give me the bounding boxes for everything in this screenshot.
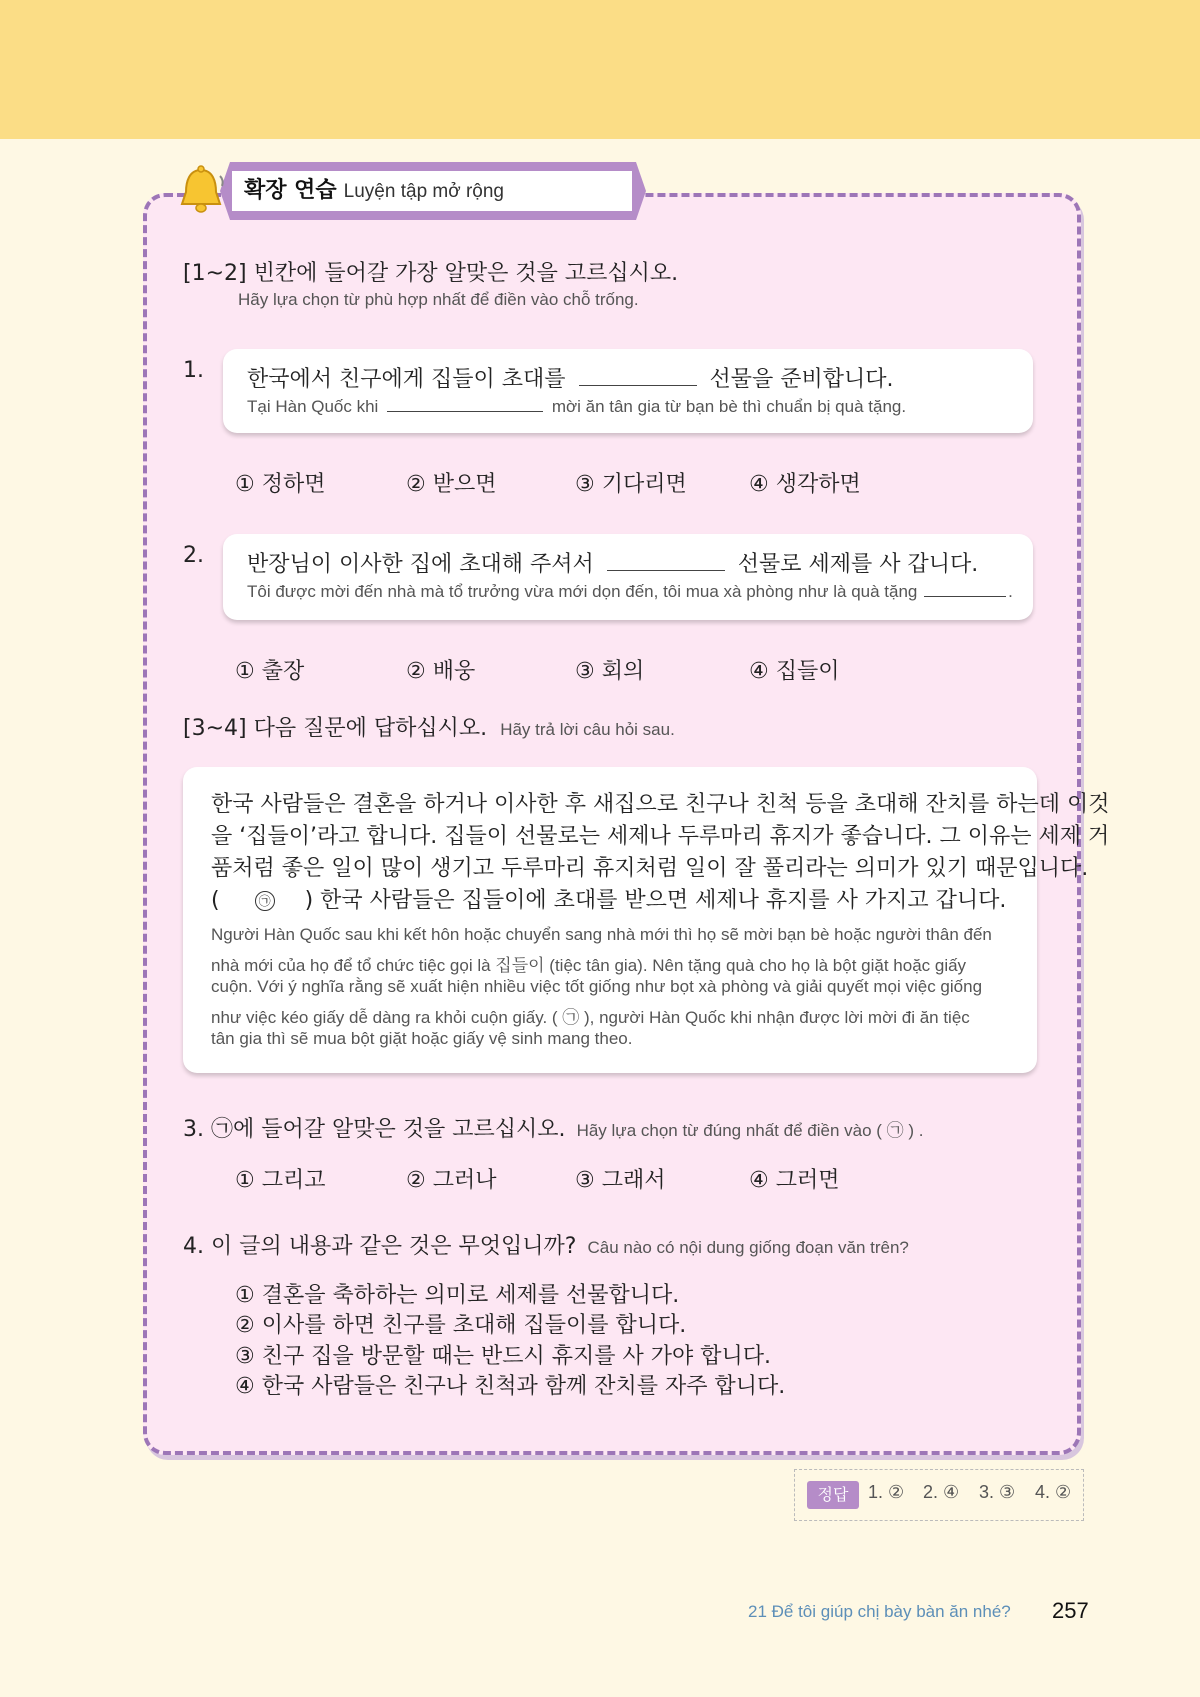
question-2-vi-after: . xyxy=(1008,582,1013,601)
top-color-band xyxy=(0,0,1200,139)
answer-1: 1. ② xyxy=(868,1482,905,1502)
question-2-ko xyxy=(247,547,978,578)
section-title-ko: 확장 연습 xyxy=(244,178,337,203)
passage-vi-line-5: tân gia thì sẽ mua bột giặt hoặc giấy vệ sinh mang theo. xyxy=(211,1029,633,1048)
question-2-vi-blank xyxy=(924,595,1006,597)
bell-icon xyxy=(176,164,226,218)
q4-option-2[interactable]: ② 이사를 하면 친구를 초대해 집들이를 합니다. xyxy=(235,1313,687,1338)
passage-ko-line-2: 을 ‘집들이’라고 합니다. 집들이 선물로는 세제나 두루마리 휴지가 좋습니다. 그 이유는 세제 거 xyxy=(211,824,1110,849)
question-1-vi xyxy=(247,397,906,417)
q2-option-4[interactable]: ④ 집들이 xyxy=(749,659,840,684)
passage-vi-line-1: Người Hàn Quốc sau khi kết hôn hoặc chuyển sang nhà mới thì họ sẽ mời bạn bè hoặc người thân đến xyxy=(211,925,992,944)
q3-option-4[interactable]: ④ 그러면 xyxy=(749,1168,840,1193)
instruction-3-4-vi: Hãy trả lời câu hỏi sau. xyxy=(500,720,675,739)
passage-open-paren: ( xyxy=(211,888,220,913)
passage-blank-marker: ㉠ xyxy=(255,891,275,911)
answer-key xyxy=(794,1469,1084,1521)
question-2-ko-before: 반장님이 이사한 집에 초대해 주셔서 xyxy=(247,552,594,577)
question-3 xyxy=(183,1112,923,1143)
q3-option-2[interactable]: ② 그러나 xyxy=(406,1168,497,1193)
section-title xyxy=(244,174,504,209)
question-1-box xyxy=(223,349,1033,433)
page-number: 257 xyxy=(1052,1598,1089,1623)
passage-ko-line-1: 한국 사람들은 결혼을 하거나 이사한 후 새집으로 친구나 친척 등을 초대해 잔치를 하는데 이것 xyxy=(211,792,1110,817)
answer-2: 2. ④ xyxy=(923,1482,960,1502)
q2-option-2[interactable]: ② 배웅 xyxy=(406,659,476,684)
q2-option-3[interactable]: ③ 회의 xyxy=(575,659,645,684)
instruction-1-2-vi: Hãy lựa chọn từ phù hợp nhất để điền vào chỗ trống. xyxy=(238,290,639,309)
question-1-blank xyxy=(579,384,697,386)
q1-option-4[interactable]: ④ 생각하면 xyxy=(749,472,861,497)
q4-option-4[interactable]: ④ 한국 사람들은 친구나 친척과 함께 잔치를 자주 합니다. xyxy=(235,1374,786,1399)
question-4-ko: 4. 이 글의 내용과 같은 것은 무엇입니까? xyxy=(183,1234,577,1259)
passage-ko-line-4-text: ) 한국 사람들은 집들이에 초대를 받으면 세제나 휴지를 사 가지고 갑니다. xyxy=(304,888,1007,913)
q3-option-1[interactable]: ① 그리고 xyxy=(235,1168,326,1193)
question-3-ko: 3. ㉠에 들어갈 알맞은 것을 고르십시오. xyxy=(183,1117,566,1142)
question-1-ko-before: 한국에서 친구에게 집들이 초대를 xyxy=(247,367,566,392)
q1-option-1[interactable]: ① 정하면 xyxy=(235,472,326,497)
question-1-vi-after: mời ăn tân gia từ bạn bè thì chuẩn bị quà tặng. xyxy=(551,397,907,416)
q2-option-1[interactable]: ① 출장 xyxy=(235,659,305,684)
question-2-number: 2. xyxy=(183,543,204,568)
instruction-3-4-ko: [3~4] 다음 질문에 답하십시오. xyxy=(183,716,488,741)
q1-option-3[interactable]: ③ 기다리면 xyxy=(575,472,687,497)
question-1-vi-before: Tại Hàn Quốc khi xyxy=(247,397,379,416)
question-4-vi: Câu nào có nội dung giống đoạn văn trên? xyxy=(587,1238,909,1257)
answer-3: 3. ③ xyxy=(979,1482,1016,1502)
question-3-vi: Hãy lựa chọn từ đúng nhất để điền vào ( ㉠ ) . xyxy=(576,1121,924,1140)
question-1-number: 1. xyxy=(183,358,204,383)
question-2-ko-after: 선물로 세제를 사 갑니다. xyxy=(737,552,979,577)
instruction-1-2-ko: [1~2] 빈칸에 들어갈 가장 알맞은 것을 고르십시오. xyxy=(183,261,679,286)
passage-ko-line-4 xyxy=(211,883,1006,914)
answer-4: 4. ② xyxy=(1035,1482,1072,1502)
instruction-3-4 xyxy=(183,711,675,742)
section-title-vi: Luyện tập mở rộng xyxy=(343,181,505,202)
question-1-ko-after: 선물을 준비합니다. xyxy=(709,367,894,392)
q3-option-3[interactable]: ③ 그래서 xyxy=(575,1168,666,1193)
q4-option-1[interactable]: ① 결혼을 축하하는 의미로 세제를 선물합니다. xyxy=(235,1283,680,1308)
answer-key-label: 정답 xyxy=(807,1481,859,1509)
question-2-box xyxy=(223,534,1033,620)
question-2-vi xyxy=(247,582,1013,602)
footer-chapter-title: 21 Để tôi giúp chị bày bàn ăn nhé? xyxy=(748,1602,1011,1621)
question-1-ko xyxy=(247,362,894,393)
q1-option-2[interactable]: ② 받으면 xyxy=(406,472,497,497)
passage-vi-line-3: cuộn. Với ý nghĩa rằng sẽ xuất hiện nhiều việc tốt giống như bọt xà phòng và giải quyết mọi việc giống xyxy=(211,977,983,996)
question-1-vi-blank xyxy=(387,410,543,412)
passage-vi-line-2: nhà mới của họ để tổ chức tiệc gọi là 집들이 (tiệc tân gia). Nên tặng quà cho họ là bột giặt hoặc giấy xyxy=(211,956,967,975)
question-4 xyxy=(183,1229,909,1260)
passage-ko-line-3: 품처럼 좋은 일이 많이 생기고 두루마리 휴지처럼 일이 잘 풀리라는 의미가 있기 때문입니다. xyxy=(211,856,1089,881)
passage-vi-line-4: như việc kéo giấy dễ dàng ra khỏi cuộn giấy. ( ㉠ ), người Hàn Quốc khi nhận được lời mời đi ăn tiệc xyxy=(211,1008,970,1027)
question-2-blank xyxy=(607,569,725,571)
q4-option-3[interactable]: ③ 친구 집을 방문할 때는 반드시 휴지를 사 가야 합니다. xyxy=(235,1344,771,1369)
reading-passage xyxy=(183,767,1110,1073)
question-2-vi-before: Tôi được mời đến nhà mà tổ trưởng vừa mới dọn đến, tôi mua xà phòng như là quà tặng xyxy=(247,582,918,601)
